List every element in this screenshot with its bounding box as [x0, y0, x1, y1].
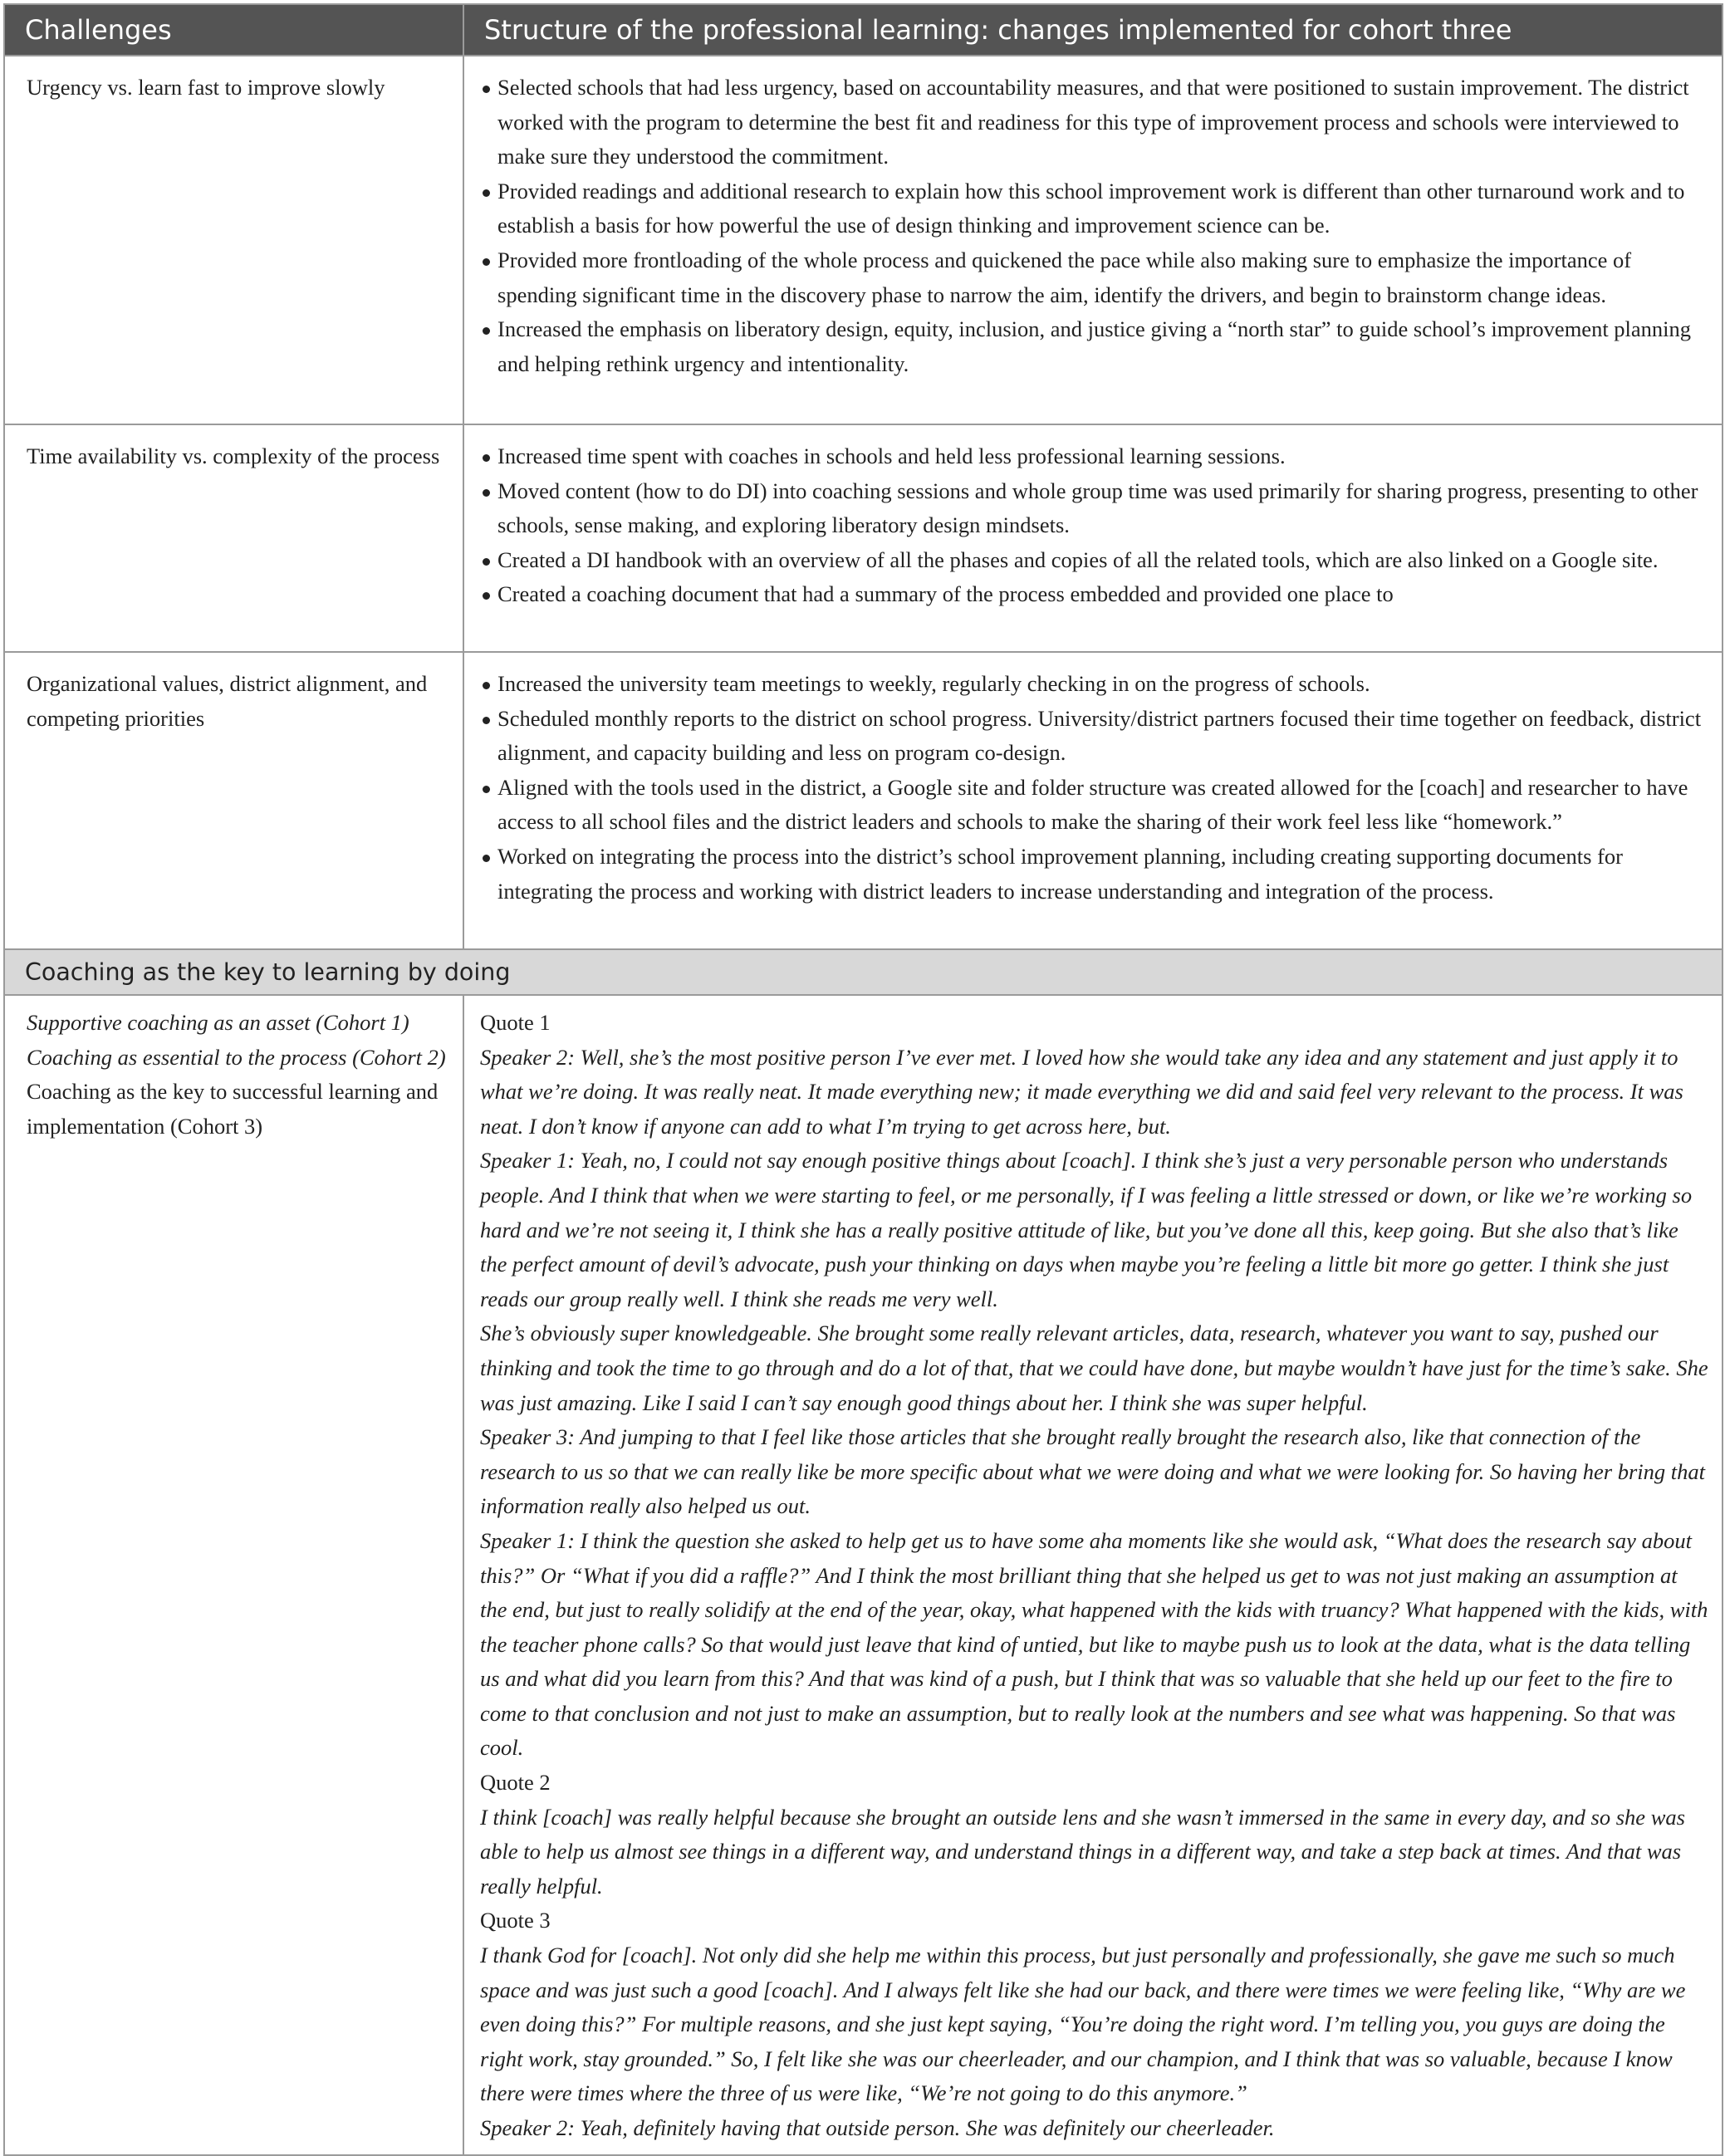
quote-2-paragraph: I think [coach] was really helpful because she brought an outside lens and she wasn’t immersed in the same in every day, and so she was able to help us almost see things in a different way, and understand things in a different way, and take a step back at times. And that was really helpful. [480, 1804, 1685, 1899]
bullet-list [480, 667, 1708, 909]
header-structure: Structure of the professional learning: changes implemented for cohort three [463, 4, 1723, 56]
bullet-item: Increased the emphasis on liberatory design, equity, inclusion, and justice giving a “north star” to guide school’s improvement planning and helping rethink urgency and intentionality. [480, 312, 1708, 381]
quote-3-label: Quote 3 [480, 1908, 551, 1933]
quote-1-paragraph: Speaker 1: I think the question she asked to help get us to have some aha moments like she would ask, “What does the research say about this?” Or “What if you did a raffle?” And I think the most brilliant thing that she helped us get to was not just making an assumption at the end, but just to really solidify at the end of the year, okay, what happened with the kids with truancy? What happened with the kids, with the teacher phone calls? So that would just leave that kind of untied, but like to maybe push us to look at the data, what is the data telling us and what did you learn from this? And that was kind of a push, but I think that was so valuable that she held up our feet to the fire to come to that conclusion and not just to make an assumption, but to really look at the numbers and see what was happening. So that was cool. [480, 1527, 1708, 1761]
quote-1-paragraph: Speaker 1: Yeah, no, I could not say enough positive things about [coach]. I think she’s just a very personable person who understands people. And I think that when we were starting to feel, or me personally, if I was feeling a little stressed or down, or like we’re working so hard and we’re not seeing it, I think she has a really positive attitude of like, but you’ve done all this, keep going. But she also that’s like the perfect amount of devil’s advocate, push your thinking on days when maybe you’re feeling a little bit more go getter. I think she just reads our group really well. I think she reads me very well. [480, 1148, 1693, 1311]
bullet-list [480, 439, 1708, 612]
bullet-item: Aligned with the tools used in the district, a Google site and folder structure was created allowed for the [coach] and researcher to have access to all school files and the district leaders and schools to make the sharing of their work feel less like “homework.” [480, 771, 1708, 840]
table-row [4, 56, 1723, 424]
bullet-item: Moved content (how to do DI) into coaching sessions and whole group time was used primarily for sharing progress, presenting to other schools, sense making, and exploring liberatory design mindsets. [480, 474, 1708, 543]
quote-2-label: Quote 2 [480, 1770, 551, 1796]
bullet-item: Increased time spent with coaches in schools and held less professional learning sessions. [480, 439, 1708, 474]
bullet-item: Worked on integrating the process into the district’s school improvement planning, including creating supporting documents for integrating the process and working with district leaders to increase understanding and integration of the process. [480, 840, 1708, 909]
theme-cohort-1: Supportive coaching as an asset (Cohort 1) [27, 1010, 409, 1035]
challenge-cell: Time availability vs. complexity of the process [4, 424, 463, 652]
bullet-list [480, 71, 1708, 381]
changes-cell [463, 652, 1723, 949]
quote-1-paragraph: She’s obviously super knowledgeable. She brought some really relevant articles, data, research, whatever you want to say, pushed our thinking and took the time to go through and do a lot of that, that we could have done, but maybe wouldn’t have just for the time’s sake. She was just amazing. Like I said I can’t say enough good things about her. I think she was super helpful. [480, 1321, 1708, 1415]
quote-1-paragraph: Speaker 2: Well, she’s the most positive person I’ve ever met. I loved how she would take any idea and any statement and just apply it to what we’re doing. It was really neat. It made everything new; it made everything we did and said feel very relevant to the process. It was neat. I don’t know if anyone can add to what I’m trying to get across here, but. [480, 1044, 1683, 1139]
table-row [4, 424, 1723, 652]
header-row [4, 4, 1723, 56]
challenge-cell: Urgency vs. learn fast to improve slowly [4, 56, 463, 424]
coaching-quotes-cell [463, 995, 1723, 2155]
bullet-item: Created a DI handbook with an overview of all the phases and copies of all the related tools, which are also linked on a Google site. [480, 543, 1708, 578]
challenges-table [3, 3, 1723, 2156]
changes-cell [463, 424, 1723, 652]
quote-3-paragraph: I thank God for [coach]. Not only did she help me within this process, but just personally and professionally, she gave me such so much space and was just such a good [coach]. And I always felt like she had our back, and there were times we were feeling like, “Why are we even doing this?” For multiple reasons, and she just kept saying, “You’re doing the right word. I’m telling you, you guys are doing the right work, stay grounded.” So, I felt like she was our cheerleader, and our champion, and I think that was so valuable, because I know there were times where the three of us were like, “We’re not going to do this anymore.” [480, 1943, 1686, 2106]
coaching-themes-cell [4, 995, 463, 2155]
bullet-item: Provided more frontloading of the whole process and quickened the pace while also making sure to emphasize the importance of spending significant time in the discovery phase to narrow the aim, identify the drivers, and begin to brainstorm change ideas. [480, 243, 1708, 312]
bullet-item: Increased the university team meetings to weekly, regularly checking in on the progress of schools. [480, 667, 1708, 702]
table-row [4, 652, 1723, 949]
section-row [4, 949, 1723, 995]
theme-cohort-3: Coaching as the key to successful learning and implementation (Cohort 3) [27, 1079, 439, 1139]
theme-cohort-2: Coaching as essential to the process (Cohort 2) [27, 1044, 446, 1070]
bullet-item: Selected schools that had less urgency, based on accountability measures, and that were positioned to sustain improvement. The district worked with the program to determine the best fit and readiness for this type of improvement process and schools were interviewed to make sure they understood the commitment. [480, 71, 1708, 174]
bullet-item: Created a coaching document that had a summary of the process embedded and provided one place to [480, 577, 1708, 612]
quote-3-paragraph: Speaker 2: Yeah, definitely having that outside person. She was definitely our cheerleader. [480, 2115, 1275, 2140]
bullet-item: Scheduled monthly reports to the district on school progress. University/district partners focused their time together on feedback, district alignment, and capacity building and less on program co-design. [480, 702, 1708, 771]
header-challenges: Challenges [4, 4, 463, 56]
quote-1-label: Quote 1 [480, 1010, 551, 1035]
changes-cell [463, 56, 1723, 424]
section-title: Coaching as the key to learning by doing [4, 949, 1723, 995]
challenge-cell: Organizational values, district alignment, and competing priorities [4, 652, 463, 949]
bullet-item: Provided readings and additional research to explain how this school improvement work is different than other turnaround work and to establish a basis for how powerful the use of design thinking and improvement science can be. [480, 174, 1708, 243]
quote-1-paragraph: Speaker 3: And jumping to that I feel like those articles that she brought really brought the research also, like that connection of the research to us so that we can really like be more specific about what we were doing and what we were looking for. So having her bring that information really also helped us out. [480, 1424, 1705, 1519]
coaching-row [4, 995, 1723, 2155]
